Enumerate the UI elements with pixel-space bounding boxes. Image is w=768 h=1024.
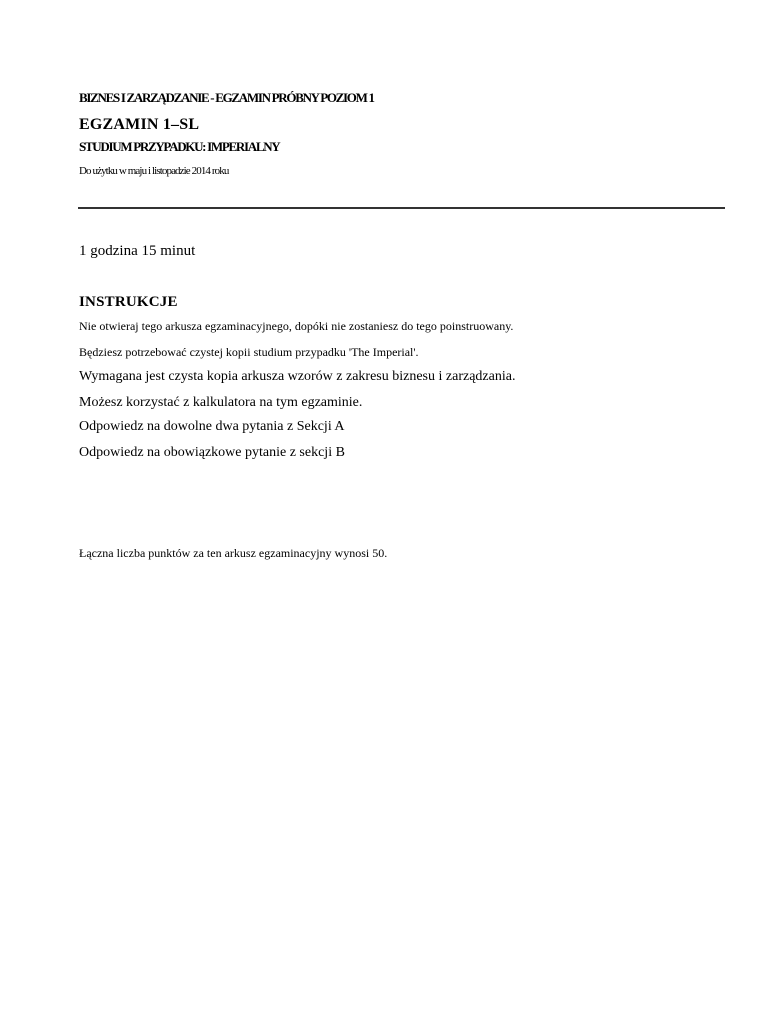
exam-code: EGZAMIN 1–SL [79, 116, 200, 133]
total-points-note: Łączna liczba punktów za ten arkusz egzaminacyjny wynosi 50. [79, 546, 388, 560]
exam-duration: 1 godzina 15 minut [79, 243, 196, 259]
instruction-item: Możesz korzystać z kalkulatora na tym egzaminie. [79, 395, 363, 410]
instruction-item: Odpowiedz na dowolne dwa pytania z Sekcji A [79, 419, 345, 434]
instruction-item: Wymagana jest czysta kopia arkusza wzorów z zakresu biznesu i zarządzania. [79, 369, 516, 384]
instruction-item: Nie otwieraj tego arkusza egzaminacyjnego, dopóki nie zostaniesz do tego poinstruowany. [79, 319, 514, 333]
exam-title: BIZNES I ZARZĄDZANIE - EGZAMIN PRÓBNY POZIOM 1 [79, 90, 374, 105]
case-study-title: STUDIUM PRZYPADKU: IMPERIALNY [79, 139, 280, 154]
instruction-item: Odpowiedz na obowiązkowe pytanie z sekcji B [79, 445, 345, 460]
header-divider [78, 207, 725, 209]
use-date-note: Do użytku w maju i listopadzie 2014 roku [79, 165, 229, 177]
instructions-heading: INSTRUKCJE [79, 294, 178, 310]
instruction-item: Będziesz potrzebować czystej kopii studium przypadku 'The Imperial'. [79, 345, 419, 359]
